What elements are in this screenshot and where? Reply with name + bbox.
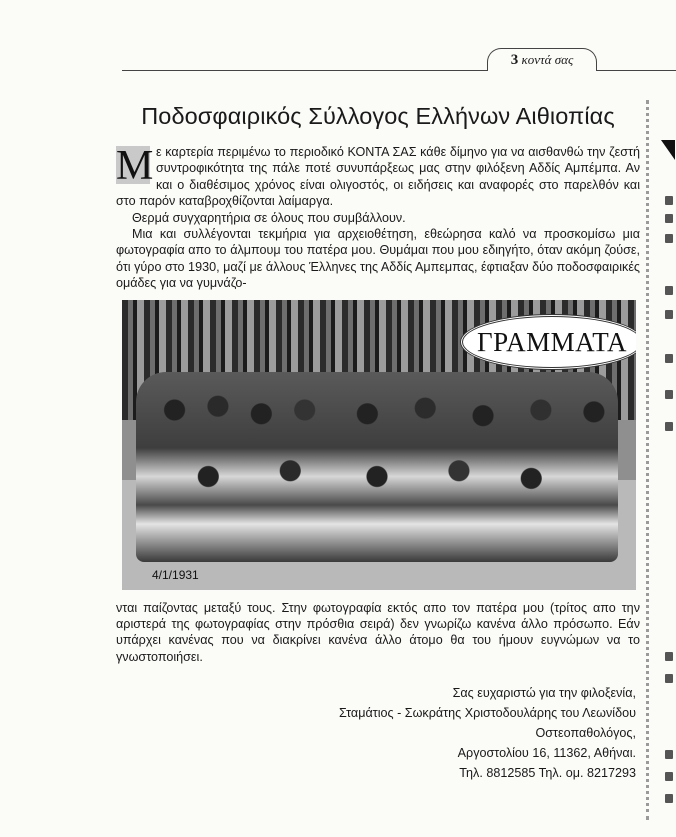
article-title: Ποδοσφαιρικός Σύλλογος Ελλήνων Αιθιοπίας bbox=[141, 103, 615, 129]
text-fragment bbox=[665, 750, 673, 759]
signature-profession: Οστεοπαθολόγος, bbox=[535, 726, 636, 741]
signature-thanks: Σας ευχαριστώ για την φιλοξενία, bbox=[452, 686, 636, 701]
page-tab bbox=[487, 48, 597, 71]
text-fragment bbox=[665, 652, 673, 661]
magazine-name: κοντά σας bbox=[521, 52, 574, 67]
text-fragment bbox=[665, 674, 673, 683]
text-fragment bbox=[665, 310, 673, 319]
signature-name: Σταμάτιος - Σωκράτης Χριστοδουλάρης του Λεωνίδου bbox=[338, 706, 636, 721]
photo-date: 4/1/1931 bbox=[152, 568, 199, 583]
paragraph-photo-intro: Μια και συλλέγονται τεκμήρια για αρχειοθέτηση, εθεώρησα καλό να προσκομίσω μια φωτογραφία απο το άλμπουμ του πατέρα μου. Θυμάμαι που μου εδιηγήτο, όταν ακόμη ζούσε, ότι γύρο στο 1930, μαζί με άλλους Έλληνες της Αδδίς Αμπεμπας, έφτιαξαν δύο ποδοσφαιρικές ομάδες για να γυμνάζο- bbox=[116, 227, 640, 291]
text-fragment bbox=[665, 214, 673, 223]
signature-block bbox=[116, 683, 640, 783]
text-fragment bbox=[665, 794, 673, 803]
adjacent-dropcap-fragment bbox=[661, 140, 675, 160]
text-fragment bbox=[665, 422, 673, 431]
article bbox=[116, 95, 640, 783]
column-divider bbox=[646, 100, 649, 820]
text-fragment bbox=[665, 196, 673, 205]
page-number: 3 bbox=[510, 52, 519, 68]
photo-players bbox=[136, 372, 618, 562]
dropcap: Μ bbox=[116, 143, 154, 189]
paragraph-intro bbox=[116, 144, 640, 210]
text-fragment bbox=[665, 772, 673, 781]
paragraph-intro-text: ε καρτερία περιμένω το περιοδικό ΚΟΝΤΑ ΣΑΣ κάθε δίμηνο για να αισθανθώ την ζεστή συντροφικότητα της πάλε ποτέ συνυπάρξεως μας στην φιλόξενη Αδδίς Αμπέμπα. Αν και ο διαθέσιμος χρόνος είναι ολιγοστός, οι ειδήσεις και αναφορές στο παρελθόν και στο παρόν καταβροχθίζονται λαίμαργα. bbox=[116, 145, 640, 209]
text-fragment bbox=[665, 234, 673, 243]
team-photograph bbox=[122, 300, 636, 590]
text-fragment bbox=[665, 286, 673, 295]
section-badge: ΓΡΑΜΜΑΤΑ bbox=[460, 314, 636, 370]
paragraph-continuation: νται παίζοντας μεταξύ τους. Στην φωτογραφία εκτός απο τον πατέρα μου (τρίτος απο την αριστερά της φωτογραφίας στην πρόσθια σειρά) δεν γνωρίζω κανένα άλλο πρόσωπο. Εάν υπάρχει κανένας που να διακρίνει κανένα άλλο άτομο θα του ήμουν ευγνώμων να το γνωστοποιήσει. bbox=[116, 600, 640, 664]
signature-phone: Τηλ. 8812585 Τηλ. ομ. 8217293 bbox=[459, 766, 636, 781]
signature-address: Αργοστολίου 16, 11362, Αθήναι. bbox=[457, 746, 636, 761]
text-fragment bbox=[665, 354, 673, 363]
article-body bbox=[116, 144, 640, 665]
text-fragment bbox=[665, 390, 673, 399]
paragraph-congrats: Θερμά συγχαρητήρια σε όλους που συμβάλλουν. bbox=[132, 210, 406, 225]
adjacent-column-fragment bbox=[655, 100, 676, 837]
